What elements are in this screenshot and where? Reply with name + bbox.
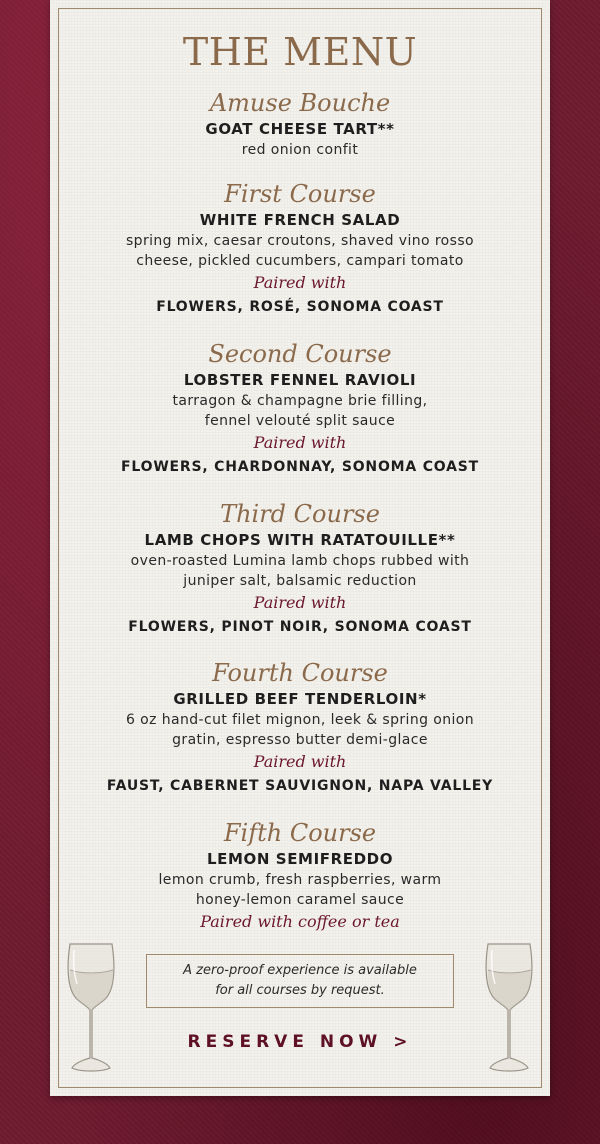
wine-glass-icon [64, 940, 118, 1080]
wine-glass-icon [482, 940, 536, 1080]
course-amuse-bouche [50, 88, 550, 160]
dish-description: fennel velouté split sauce [204, 413, 396, 429]
course-name: Fourth Course [212, 659, 388, 687]
dish-description: gratin, espresso butter demi-glace [172, 732, 428, 748]
course-fourth [50, 658, 550, 798]
course-name: Second Course [208, 340, 392, 368]
paired-with-label: Paired with [253, 273, 347, 292]
paired-with-label: Paired with [253, 433, 347, 452]
reserve-now-button[interactable]: RESERVE NOW > [187, 1032, 413, 1052]
dish-description: juniper salt, balsamic reduction [183, 573, 417, 589]
dish-description: spring mix, caesar croutons, shaved vino rosso [125, 233, 475, 249]
wine-pairing: FAUST, CABERNET SAUVIGNON, NAPA VALLEY [106, 778, 494, 794]
zero-proof-note [146, 954, 454, 1008]
dish-name: LOBSTER FENNEL RAVIOLI [183, 371, 417, 389]
dish-description: red onion confit [241, 142, 359, 158]
wine-pairing: FLOWERS, PINOT NOIR, SONOMA COAST [128, 619, 472, 635]
menu-card [50, 0, 550, 1096]
note-line: A zero-proof experience is available [183, 963, 417, 978]
dish-description: cheese, pickled cucumbers, campari tomato [136, 253, 464, 269]
paired-with-label: Paired with [253, 752, 347, 771]
paired-with-label: Paired with [253, 593, 347, 612]
dish-name: GRILLED BEEF TENDERLOIN* [173, 690, 427, 708]
course-name: Fifth Course [223, 819, 377, 847]
dish-description: oven-roasted Lumina lamb chops rubbed with [130, 553, 470, 569]
dish-description: 6 oz hand-cut filet mignon, leek & spring onion [125, 712, 475, 728]
course-name: Third Course [220, 500, 380, 528]
note-line: for all courses by request. [215, 983, 385, 998]
wine-pairing: FLOWERS, ROSÉ, SONOMA COAST [156, 299, 444, 315]
dish-description: honey-lemon caramel sauce [195, 892, 405, 908]
dish-description: lemon crumb, fresh raspberries, warm [158, 872, 442, 888]
course-second [50, 339, 550, 479]
menu-title: THE MENU [182, 30, 418, 74]
course-name: First Course [224, 180, 376, 208]
dish-name: GOAT CHEESE TART** [205, 120, 395, 138]
course-third [50, 499, 550, 639]
course-name: Amuse Bouche [209, 89, 391, 117]
course-first [50, 179, 550, 319]
dish-description: tarragon & champagne brie filling, [172, 393, 428, 409]
course-fifth [50, 818, 550, 934]
dish-name: LEMON SEMIFREDDO [206, 850, 394, 868]
paired-with-label: Paired with coffee or tea [200, 912, 400, 931]
dish-name: LAMB CHOPS WITH RATATOUILLE** [144, 531, 456, 549]
wine-pairing: FLOWERS, CHARDONNAY, SONOMA COAST [121, 459, 479, 475]
dish-name: WHITE FRENCH SALAD [199, 211, 401, 229]
